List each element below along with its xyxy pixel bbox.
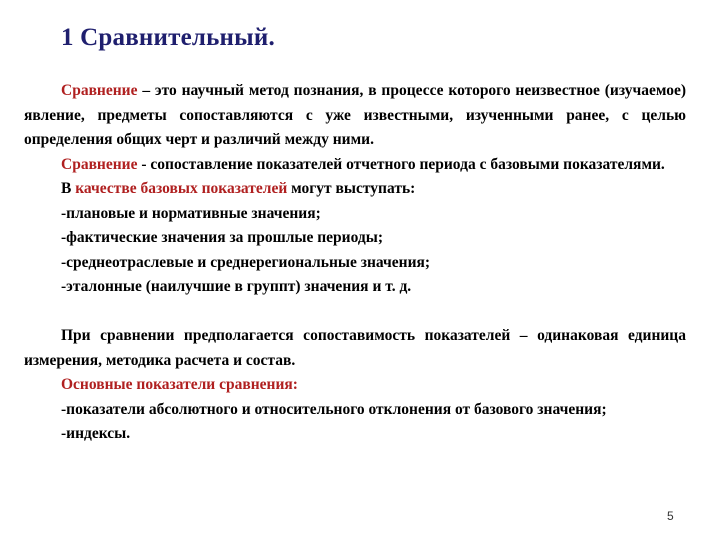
term-base-indicators: качестве базовых показателей bbox=[75, 180, 288, 197]
main-indicators-heading: Основные показатели сравнения: bbox=[61, 376, 298, 393]
list-item: -фактические значения за прошлые периоды; bbox=[61, 229, 384, 246]
list-item: -показатели абсолютного и относительного отклонения от базового значения; bbox=[61, 400, 607, 418]
page-number: 5 bbox=[667, 509, 674, 523]
definition-text-2: - сопоставление показателей отчетного периода с базовыми показателями. bbox=[137, 155, 665, 173]
definition-paragraph-1 bbox=[24, 79, 686, 153]
list-item: -плановые и нормативные значения; bbox=[61, 204, 321, 222]
comparability-paragraph: При сравнении предполагается сопоставимость показателей – одинаковая единица измерения, методика расчета и состав. bbox=[24, 327, 686, 369]
paragraph-gap bbox=[24, 300, 686, 325]
list-item: -среднеотраслевые и среднерегиональные значения; bbox=[61, 253, 431, 271]
base-indicators-intro bbox=[24, 177, 686, 202]
definition-paragraph-2 bbox=[24, 153, 686, 178]
slide-title: 1 Сравнительный. bbox=[61, 24, 275, 51]
definition-text-1: – это научный метод познания, в процессе которого неизвестное (изучаемое) явление, предметы сопоставляются с уже известными, изученными ранее, с целью определения общих черт и различий между ними. bbox=[24, 82, 686, 148]
list-item: -индексы. bbox=[61, 425, 131, 442]
list-item: -эталонные (наилучшие в группт) значения и т. д. bbox=[61, 278, 412, 295]
term-comparison-1: Сравнение bbox=[61, 82, 138, 99]
slide-body bbox=[24, 79, 686, 447]
term-comparison-2: Сравнение bbox=[61, 155, 138, 173]
base-intro-prefix: В bbox=[61, 180, 76, 197]
base-intro-suffix: могут выступать: bbox=[287, 180, 416, 197]
